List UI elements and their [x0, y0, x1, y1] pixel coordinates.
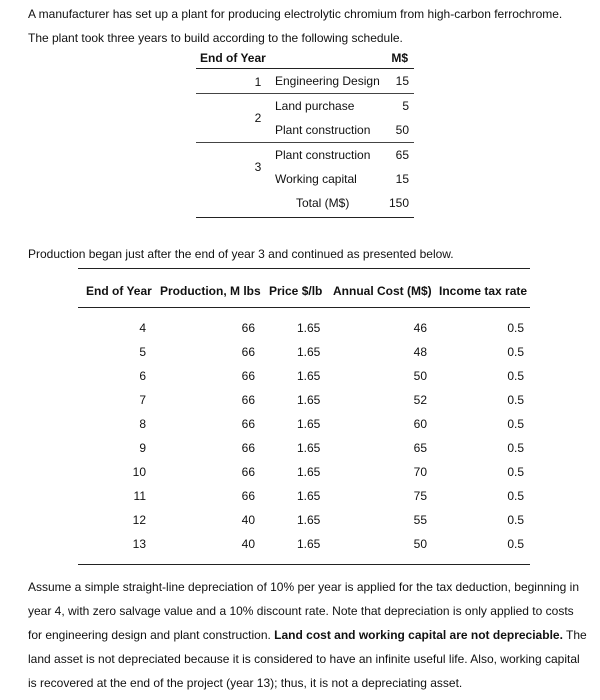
schedule-item-value: 50 [395, 123, 409, 137]
schedule-total-row [196, 191, 414, 218]
cell-income-tax-rate: 0.5 [507, 441, 524, 455]
cell-income-tax-rate: 0.5 [507, 489, 524, 503]
cell-production: 40 [241, 513, 255, 527]
cell-end-of-year: 6 [139, 369, 146, 383]
cell-end-of-year: 5 [139, 345, 146, 359]
intro-line-2: The plant took three years to build according to the following schedule. [28, 31, 403, 45]
assumptions-line-5: is recovered at the end of the project (year 13); thus, it is not a depreciating asset. [28, 676, 463, 690]
header-annual-cost: Annual Cost (M$) [333, 284, 432, 298]
cell-end-of-year: 7 [139, 393, 146, 407]
schedule-item-label: Working capital [275, 172, 357, 186]
table-row [78, 534, 530, 558]
production-table-header [78, 268, 530, 308]
cell-production: 66 [241, 321, 255, 335]
assumptions-bold-note: Land cost and working capital are not depreciable. [274, 628, 563, 642]
schedule-group-year-1 [196, 69, 414, 94]
schedule-item-label: Plant construction [275, 148, 371, 162]
schedule-year: 2 [254, 111, 262, 125]
assumptions-line-3-end: The [562, 628, 587, 642]
cell-income-tax-rate: 0.5 [507, 345, 524, 359]
cell-annual-cost: 52 [413, 393, 427, 407]
assumptions-line-4: land asset is not depreciated because it is considered to have an infinite useful life. Also, working capital [28, 652, 580, 666]
schedule-total-value: 150 [388, 196, 409, 210]
cell-price: 1.65 [297, 513, 321, 527]
cell-end-of-year: 10 [132, 465, 146, 479]
assumptions-line-1: Assume a simple straight-line depreciation of 10% per year is applied for the tax deduction, beginning in [28, 580, 579, 594]
table-row [78, 486, 530, 510]
schedule-year: 3 [254, 160, 262, 174]
production-intro: Production began just after the end of year 3 and continued as presented below. [28, 247, 454, 261]
table-row [78, 414, 530, 438]
assumptions-line-3-start: for engineering design and plant construction. [28, 628, 275, 642]
schedule-item-label: Plant construction [275, 123, 371, 137]
cell-production: 66 [241, 345, 255, 359]
cell-annual-cost: 60 [413, 417, 427, 431]
assumptions-paragraph [28, 575, 588, 695]
cell-production: 66 [241, 465, 255, 479]
table-row [78, 390, 530, 414]
cell-production: 40 [241, 537, 255, 551]
table-row [78, 510, 530, 534]
cell-annual-cost: 50 [413, 537, 427, 551]
schedule-total-label: Total (M$) [296, 196, 350, 210]
schedule-header-value: M$ [391, 51, 408, 65]
schedule-item-value: 5 [402, 99, 409, 113]
schedule-item-value: 15 [395, 74, 409, 88]
cell-income-tax-rate: 0.5 [507, 417, 524, 431]
cell-price: 1.65 [297, 441, 321, 455]
cell-annual-cost: 50 [413, 369, 427, 383]
cell-annual-cost: 70 [413, 465, 427, 479]
cell-annual-cost: 46 [413, 321, 427, 335]
header-production: Production, M lbs [160, 284, 261, 298]
cell-income-tax-rate: 0.5 [507, 513, 524, 527]
cell-price: 1.65 [297, 465, 321, 479]
cell-end-of-year: 4 [139, 321, 146, 335]
schedule-group-year-3 [196, 143, 414, 191]
schedule-row [196, 167, 414, 191]
schedule-item-label: Land purchase [275, 99, 355, 113]
production-table-body [78, 308, 530, 565]
cell-price: 1.65 [297, 393, 321, 407]
schedule-row [196, 94, 414, 118]
header-end-of-year: End of Year [86, 284, 152, 298]
schedule-item-value: 15 [395, 172, 409, 186]
cell-income-tax-rate: 0.5 [507, 369, 524, 383]
table-row [78, 438, 530, 462]
cell-end-of-year: 8 [139, 417, 146, 431]
cell-price: 1.65 [297, 489, 321, 503]
intro-paragraph [28, 2, 588, 50]
header-income-tax-rate: Income tax rate [439, 284, 528, 298]
header-price: Price $/lb [269, 284, 323, 298]
cell-end-of-year: 13 [132, 537, 146, 551]
cell-annual-cost: 48 [413, 345, 427, 359]
cell-price: 1.65 [297, 417, 321, 431]
production-table [78, 268, 530, 565]
schedule-row [196, 69, 414, 93]
cell-production: 66 [241, 393, 255, 407]
assumptions-line-2: year 4, with zero salvage value and a 10% discount rate. Note that depreciation is only applied to costs [28, 604, 574, 618]
table-row [78, 462, 530, 486]
schedule-group-year-2 [196, 94, 414, 143]
schedule-table [196, 48, 414, 218]
cell-income-tax-rate: 0.5 [507, 321, 524, 335]
cell-annual-cost: 55 [413, 513, 427, 527]
schedule-item-value: 65 [395, 148, 409, 162]
cell-production: 66 [241, 369, 255, 383]
table-row [78, 366, 530, 390]
schedule-row [196, 118, 414, 142]
schedule-item-label: Engineering Design [275, 74, 380, 88]
cell-end-of-year: 11 [133, 489, 146, 503]
cell-price: 1.65 [297, 369, 321, 383]
schedule-table-header [196, 48, 414, 69]
cell-end-of-year: 12 [132, 513, 146, 527]
cell-price: 1.65 [297, 537, 321, 551]
schedule-year: 1 [254, 75, 262, 89]
cell-annual-cost: 65 [413, 441, 427, 455]
schedule-row [196, 143, 414, 167]
cell-price: 1.65 [297, 345, 321, 359]
cell-annual-cost: 75 [413, 489, 427, 503]
assumptions-line-3 [28, 623, 588, 647]
cell-production: 66 [241, 417, 255, 431]
cell-income-tax-rate: 0.5 [507, 465, 524, 479]
schedule-header-year: End of Year [200, 51, 266, 65]
table-row [78, 318, 530, 342]
cell-production: 66 [241, 489, 255, 503]
intro-line-1: A manufacturer has set up a plant for producing electrolytic chromium from high-carbon ferrochrome. [28, 7, 563, 21]
cell-end-of-year: 9 [139, 441, 146, 455]
cell-income-tax-rate: 0.5 [507, 537, 524, 551]
table-row [78, 342, 530, 366]
cell-price: 1.65 [297, 321, 321, 335]
cell-income-tax-rate: 0.5 [507, 393, 524, 407]
cell-production: 66 [241, 441, 255, 455]
